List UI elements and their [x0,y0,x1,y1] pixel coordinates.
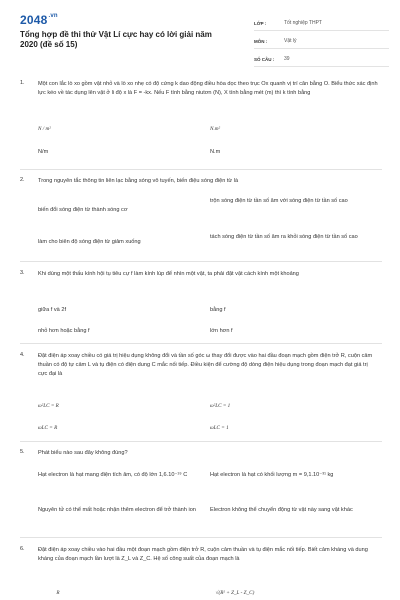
question-4 [20,352,382,440]
answer-option-b[interactable]: bằng f [210,307,226,313]
question-divider [20,169,382,170]
answer-option-d[interactable]: ωLC = 1 [210,425,229,431]
answer-option-a[interactable]: biến đổi sóng điện từ thành sóng cơ [38,207,128,213]
answer-option-c[interactable]: ωLC = R [38,425,58,431]
question-6 [20,546,382,600]
answer-option-d[interactable]: Electron không thể chuyển động từ vật này sang vật khác [210,507,353,513]
answer-option-b[interactable]: Hạt electron là hạt có khối lượng m = 9,1.10⁻³¹ kg [210,472,334,478]
answer-option-b[interactable]: √(R² + Z_L - Z_C) [215,590,255,596]
question-text: Một con lắc lò xo gồm vật nhỏ và lò xo nhẹ có độ cứng k dao động điều hòa dọc theo trục Ox quanh vị trí cân bằng O. Biểu thức xác định lực kéo về tác dụng lên vật ở li độ x là F = -kx. Nếu F tính bằng niutơn (N), X tính bằng mét (m) thì k tính bằng [38,81,378,96]
document-header [0,0,400,62]
meta-key: LỚP : [254,20,267,26]
answer-option-c[interactable]: N/m [38,149,49,155]
answer-option-a[interactable]: giữa f và 2f [38,307,66,313]
question-divider [20,441,382,442]
question-1 [20,80,382,160]
meta-value: 39 [284,56,290,62]
question-text: Đặt điện áp xoay chiều vào hai đầu một đoạn mạch gồm điện trở R, cuộn cảm thuần và tụ điện mắc nối tiếp. Biết cảm kháng và dung kháng của đoạn mạch lần lượt là Z_L và Z_C. Hệ số công suất của đoạn mạch là [38,547,368,562]
question-number: 5. [20,449,25,455]
answer-option-d[interactable]: N.m [210,149,221,155]
meta-value: Vật lý [284,38,297,44]
answer-option-b[interactable]: N.m² [210,126,221,132]
answer-option-c[interactable]: nhỏ hơn hoặc bằng f [38,328,90,334]
site-logo[interactable]: $2048^{.vn}$ [20,13,58,27]
question-number: 6. [20,546,25,552]
document-meta [254,16,389,70]
document-title: Tổng hợp đề thi thử Vật Lí cực hay có lời giải năm 2020 (đề số 15) [20,30,212,49]
question-text: Khi dùng một thấu kính hội tụ tiêu cự f làm kính lúp để nhìn một vật, ta phải đặt vật cách kính một khoảng [38,271,299,277]
answer-option-d[interactable]: lớn hơn f [210,328,233,334]
answer-option-c[interactable]: Nguyên tử có thể mất hoặc nhận thêm electron để trở thành ion [38,507,196,513]
meta-row-subject [254,34,389,49]
question-divider [20,343,382,344]
answer-option-a[interactable]: Hạt electron là hạt mang điện tích âm, có độ lớn 1,6.10⁻¹⁹ C [38,472,188,478]
answer-option-b[interactable]: trộn sóng điện từ tần số âm với sóng điện từ tần số cao [210,198,348,204]
question-2 [20,177,382,257]
question-3 [20,270,382,340]
question-divider [20,261,382,262]
question-number: 3. [20,270,25,276]
question-divider [20,537,382,538]
meta-row-count [254,52,389,67]
meta-value: Tốt nghiệp THPT [284,20,322,26]
question-number: 1. [20,80,25,86]
meta-row-class [254,16,389,31]
answer-option-a[interactable]: ω²LC = R [38,403,59,409]
answer-option-c[interactable]: làm cho biên độ sóng điện từ giảm xuống [38,239,141,245]
answer-option-a[interactable]: N / m² [38,126,51,132]
meta-key: MÔN : [254,38,268,44]
question-text: Đặt điện áp xoay chiều có giá trị hiệu dụng không đổi và tần số góc ω thay đổi được vào hai đầu đoạn mạch gồm điện trở R, cuộn cảm thuần có độ tự cảm L và tụ điện có điện dung C mắc nối tiếp. Điều kiện để cường độ dòng điện hiệu dụng trong đoạn mạch đạt giá trị cực đại là [38,353,373,377]
question-5 [20,449,382,537]
answer-option-b[interactable]: ω²LC = 1 [210,403,231,409]
answer-option-d[interactable]: tách sóng điện từ tần số âm ra khỏi sóng điện từ tần số cao [210,234,358,240]
question-number: 4. [20,352,25,358]
question-text: Trong nguyên tắc thông tin liên lạc bằng sóng vô tuyến, biến điệu sóng điện từ là [38,178,239,184]
question-text: Phát biểu nào sau đây không đúng? [38,450,128,456]
meta-key: SỐ CÂU : [254,56,275,62]
answer-option-a[interactable]: R [56,590,60,596]
question-number: 2. [20,177,25,183]
